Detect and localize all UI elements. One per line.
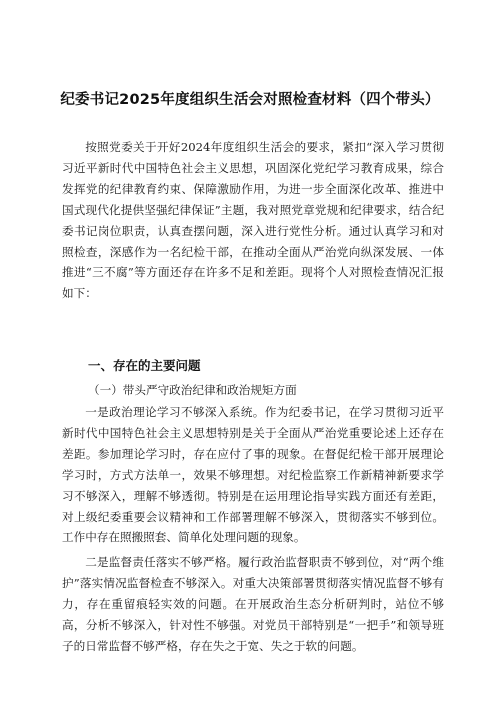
subsection-heading: （一）带头严守政治纪律和政治规矩方面 xyxy=(88,383,297,397)
body-paragraph-1: 一是政治理论学习不够深入系统。作为纪委书记，在学习贯彻习近平新时代中国特色社会主义思想特别是关于全面从严治党重要论述上还存在差距。参加理论学习时，存在应付了事的现象。在督促纪检干部开展理论学习时，方式方法单一，效果不够理想。对纪检监察工作新精神新要求学习不够深入，理解不够透彻。特别是在运用理论指导实践方面还有差距，对上级纪委重要会议精神和工作部署理解不够深入，贯彻落实不够到位。工作中存在照搬照套、简单化处理问题的现象。 xyxy=(62,405,444,545)
intro-paragraph: 按照党委关于开好2024年度组织生活会的要求，紧扣“深入学习贯彻习近平新时代中国特色社会主义思想，巩固深化党纪学习教育成果，综合发挥党的纪律教育约束、保障激励作用，为进一步全面深化改革、推进中国式现代化提供坚强纪律保证”主题，我对照党章党规和纪律要求，结合纪委书记岗位职责，认真查摆问题，深入进行党性分析。通过认真学习和对照检查，深感作为一名纪检干部，在推动全面从严治党向纵深发展、一体推进“三不腐”等方面还存在许多不足和差距。现将个人对照检查情况汇报如下： xyxy=(62,140,444,301)
document-title: 纪委书记2025年度组织生活会对照检查材料（四个带头） xyxy=(60,92,440,108)
body-paragraph-2: 二是监督责任落实不够严格。履行政治监督职责不够到位，对“两个维护”落实情况监督检查不够深入。对重大决策部署贯彻落实情况监督不够有力，存在重留痕轻实效的问题。在开展政治生态分析研判时，站位不够高，分析不够深入，针对性不够强。对党员干部特别是“一把手”和领导班子的日常监督不够严格，存在失之于宽、失之于软的问题。 xyxy=(62,555,444,653)
section-heading: 一、存在的主要问题 xyxy=(88,358,201,373)
